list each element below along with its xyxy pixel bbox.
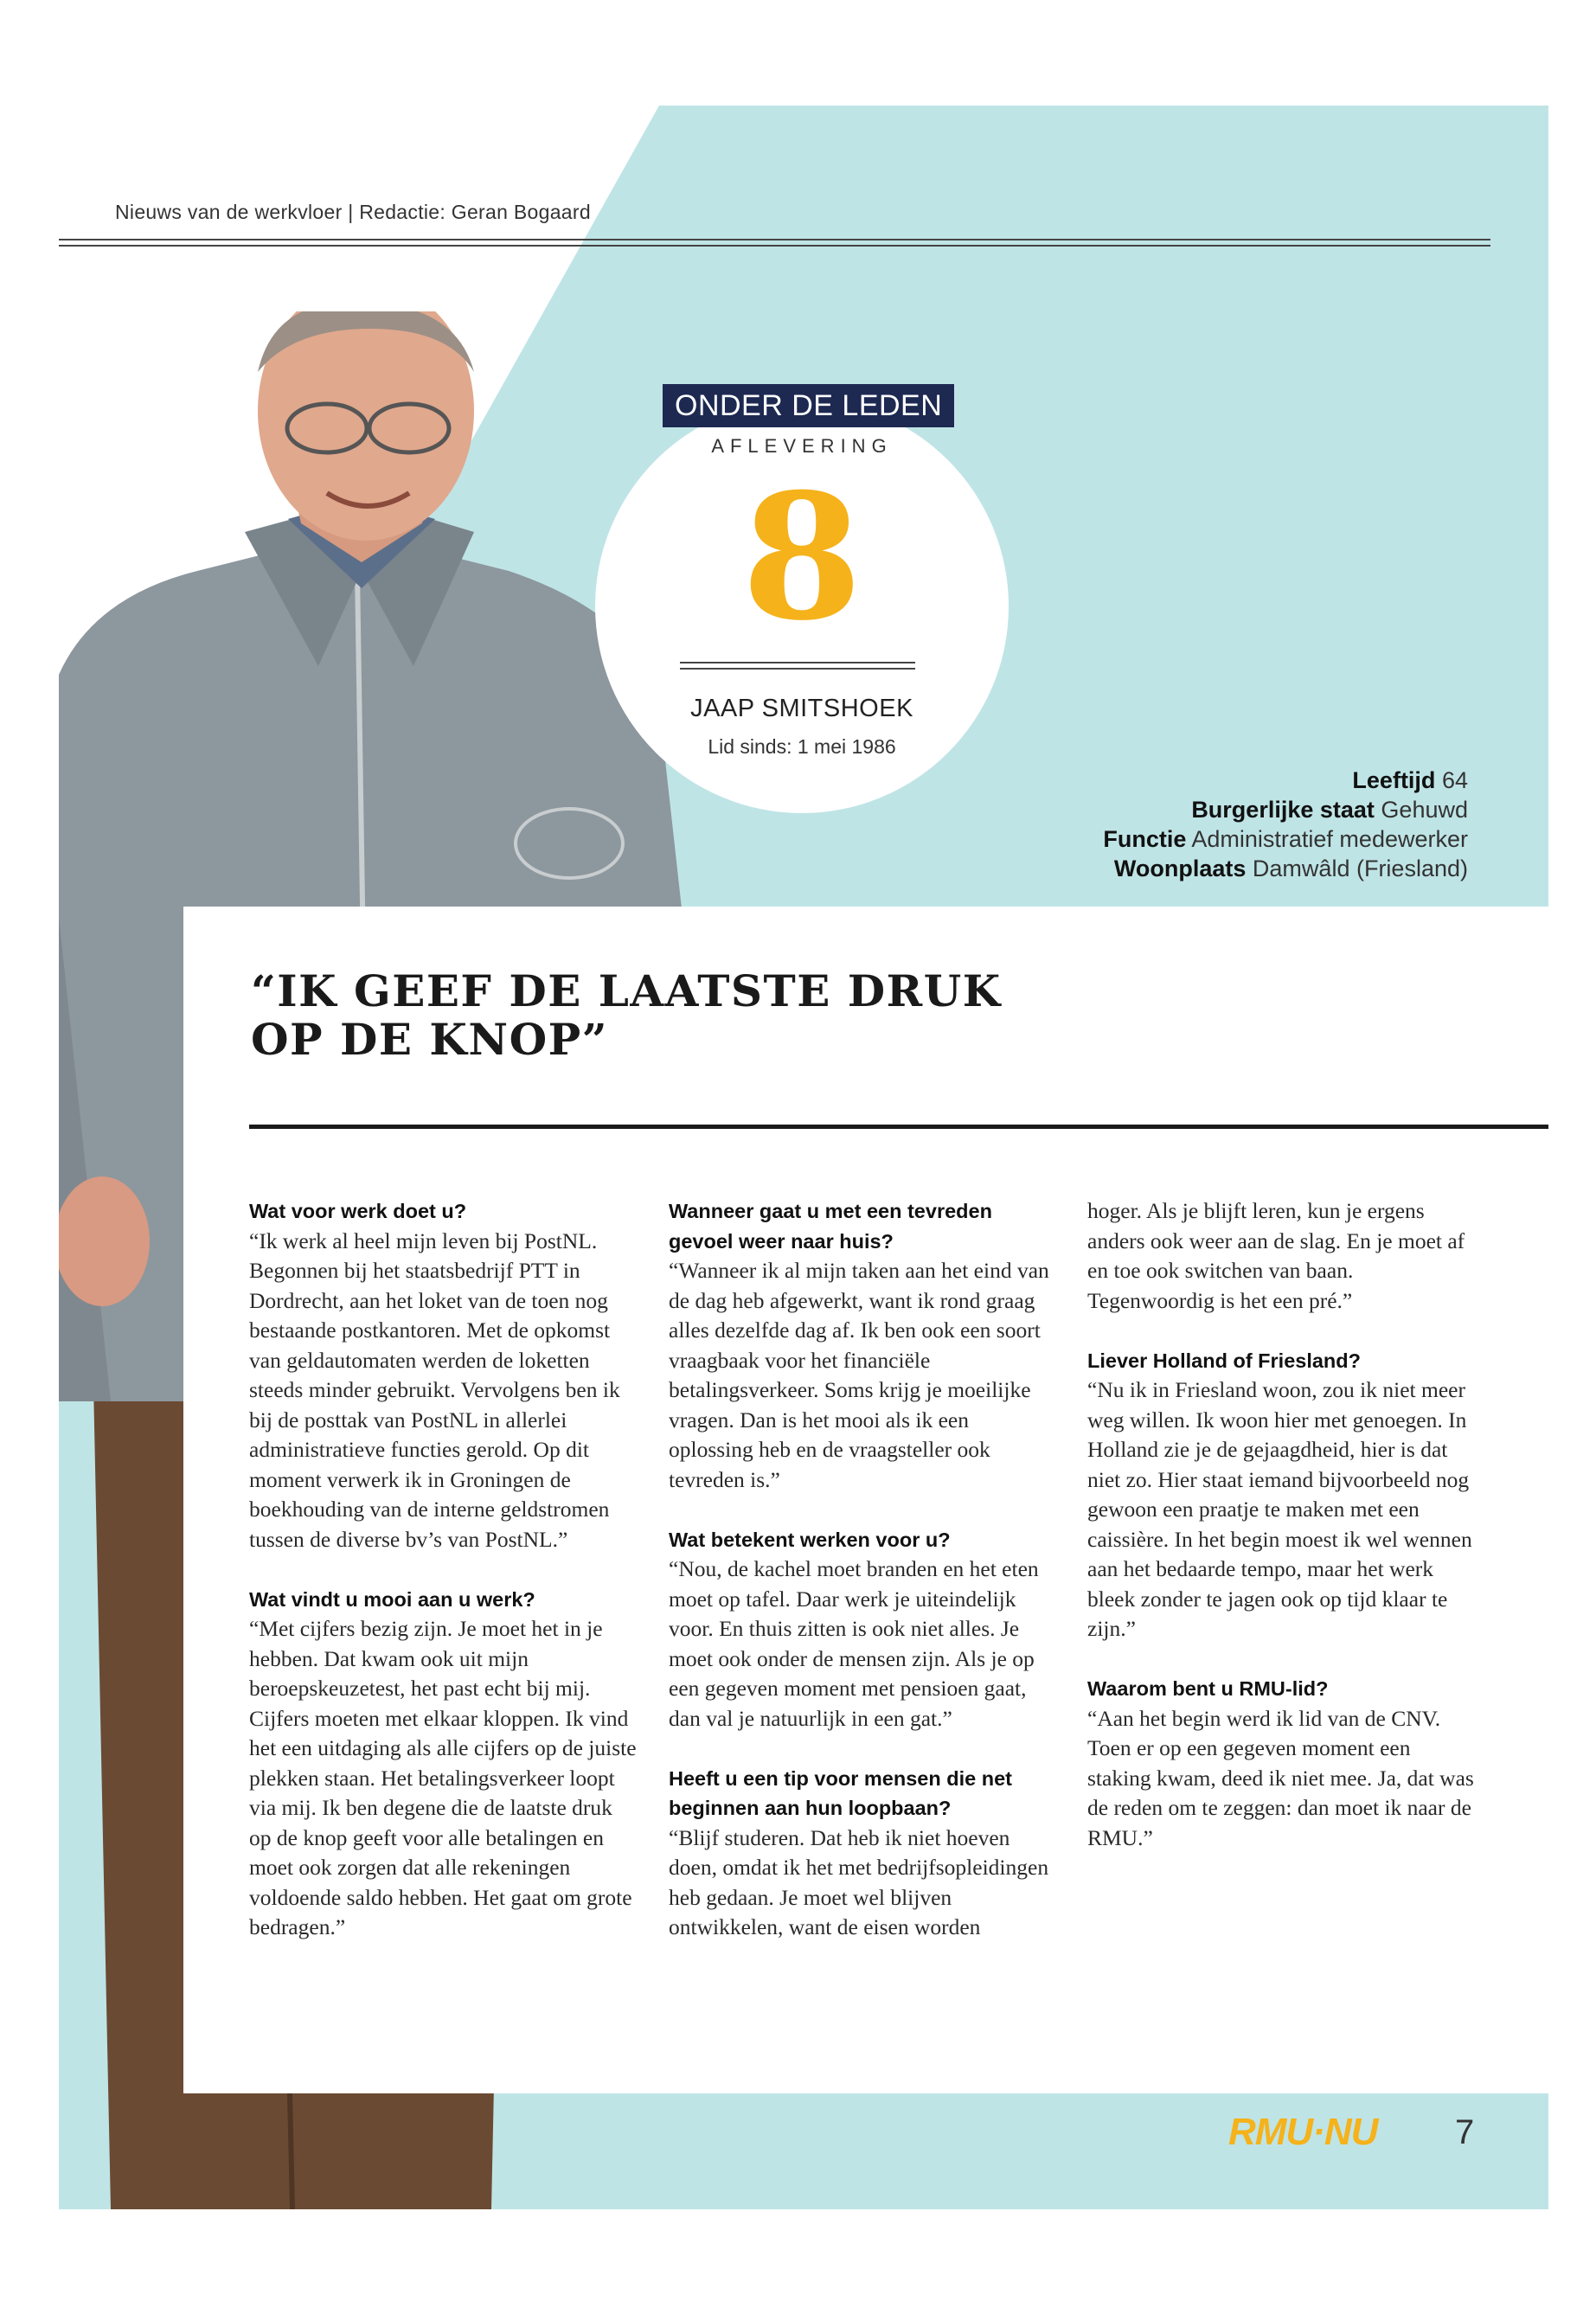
headline-rule <box>249 1125 1548 1129</box>
episode-number: 8 <box>741 456 862 659</box>
series-badge: ONDER DE LEDEN <box>663 384 954 427</box>
interview-question: Waarom bent u RMU-lid? <box>1087 1677 1329 1700</box>
section-header: Nieuws van de werkvloer | Redactie: Geran Bogaard <box>115 201 591 223</box>
header-rule-bottom <box>59 245 1490 247</box>
interview-question: Liever Holland of Friesland? <box>1087 1349 1361 1372</box>
member-since: Lid sinds: 1 mei 1986 <box>708 735 896 758</box>
interview-answer: “Nu ik in Friesland woon, zou ik niet meer weg willen. Ik woon hier met genoegen. In Holland zie je de gejaagdheid, hier is dat niet zo. Hier staat iemand bijvoorbeeld nog gewoon een praatje te maken met een caissière. In het begin moest ik wel wennen aan het bedaarde tempo, maar het werk bleek zonder te jagen ook op tijd klaar te zijn.” <box>1087 1377 1472 1641</box>
episode-rule-top <box>680 662 915 663</box>
interview-answer: hoger. Als je blijft leren, kun je ergens anders ook weer aan de slag. En je moet af en toe ook switchen van baan. Tegenwoordig is het een pré.” <box>1087 1198 1465 1313</box>
interview-answer: “Wanneer ik al mijn taken aan het eind van de dag heb afgewerkt, want ik rond graag alles dezelfde dag af. Ik ben ook een soort vraagbaak voor het financiële betalingsverkeer. Soms krijg je moeilijke vragen. Dan is het mooi als ik een oplossing heb en de vraagsteller ook tevreden is.” <box>669 1258 1049 1492</box>
paragraph-gap <box>1087 1316 1475 1346</box>
interview-question: Wat betekent werken voor u? <box>669 1528 951 1551</box>
interview-question: Wat voor werk doet u? <box>249 1200 467 1222</box>
interview-answer: “Nou, de kachel moet branden en het eten moet op tafel. Daar werk je uiteindelijk voor. En thuis zitten is ook niet alles. Je moet ook onder de mensen zijn. Als je op een gegeven moment met pensioen gaat, dan val je natuurlijk in een gat.” <box>669 1556 1039 1731</box>
interview-answer: “Aan het begin werd ik lid van de CNV. Toen er op een gegeven moment een staking kwam, deed ik niet mee. Ja, dat was de reden om te zeggen: dan moet ik naar de RMU.” <box>1087 1705 1474 1850</box>
paragraph-gap <box>1087 1644 1475 1675</box>
profile-row-age: Leeftijd 64 <box>1352 767 1468 793</box>
interview-question: Heeft u een tip voor mensen die net beginnen aan hun loopbaan? <box>669 1766 1012 1819</box>
article-column-2 <box>669 1196 1056 1943</box>
episode-label: AFLEVERING <box>711 435 893 457</box>
profile-row-function: Functie Administratief medewerker <box>1103 826 1468 852</box>
interview-question: Wat vindt u mooi aan u werk? <box>249 1587 535 1611</box>
profile-row-marital-status: Burgerlijke staat Gehuwd <box>1191 797 1468 823</box>
interview-question: Wanneer gaat u met een tevreden gevoel weer naar huis? <box>669 1200 992 1253</box>
profile-row-residence: Woonplaats Damwâld (Friesland) <box>1113 856 1468 881</box>
paragraph-gap <box>669 1734 1056 1764</box>
article-headline: “IK GEEF DE LAATSTE DRUK OP DE KNOP” <box>251 965 1002 1065</box>
interview-answer: “Met cijfers bezig zijn. Je moet het in je hebben. Dat kwam ook uit mijn beroepskeuzetest, het past echt bij mij. Cijfers moeten met elkaar kloppen. Ik vind het een uitdaging als alle cijfers op de juiste plekken staan. Het betalingsverkeer loopt via mij. Ik ben degene die de laatste druk op de knop geeft voor alle betalingen en moet ook zorgen dat alle rekeningen voldoende saldo hebben. Het gaat om grote bedragen.” <box>249 1616 637 1939</box>
header-rule-top <box>59 239 1490 240</box>
episode-rule-bottom <box>680 668 915 670</box>
member-name: JAAP SMITSHOEK <box>690 695 913 722</box>
interview-answer: “Blijf studeren. Dat heb ik niet hoeven doen, omdat ik het met bedrijfsopleidingen heb gedaan. Je moet wel blijven ontwikkelen, want de eisen worden <box>669 1824 1049 1939</box>
profile-info <box>1103 766 1468 883</box>
page-number: 7 <box>1455 2113 1475 2151</box>
article-column-1 <box>249 1196 637 1943</box>
article-column-3 <box>1087 1196 1475 1853</box>
paragraph-gap <box>249 1554 637 1585</box>
paragraph-gap <box>669 1495 1056 1525</box>
interview-answer: “Ik werk al heel mijn leven bij PostNL. Begonnen bij het staatsbedrijf PTT in Dordrecht, aan het loket van de toen nog bestaande postkantoren. Met de opkomst van geldautomaten werden de loketten steeds minder gebruikt. Vervolgens ben ik bij de posttak van PostNL in allerlei administratieve functies gerold. Op dit moment verwerk ik in Groningen de boekhouding van de interne geldstromen tussen de diverse bv’s van PostNL.” <box>249 1227 620 1552</box>
rmu-nu-logo: RMU·NU <box>1228 2111 1378 2153</box>
